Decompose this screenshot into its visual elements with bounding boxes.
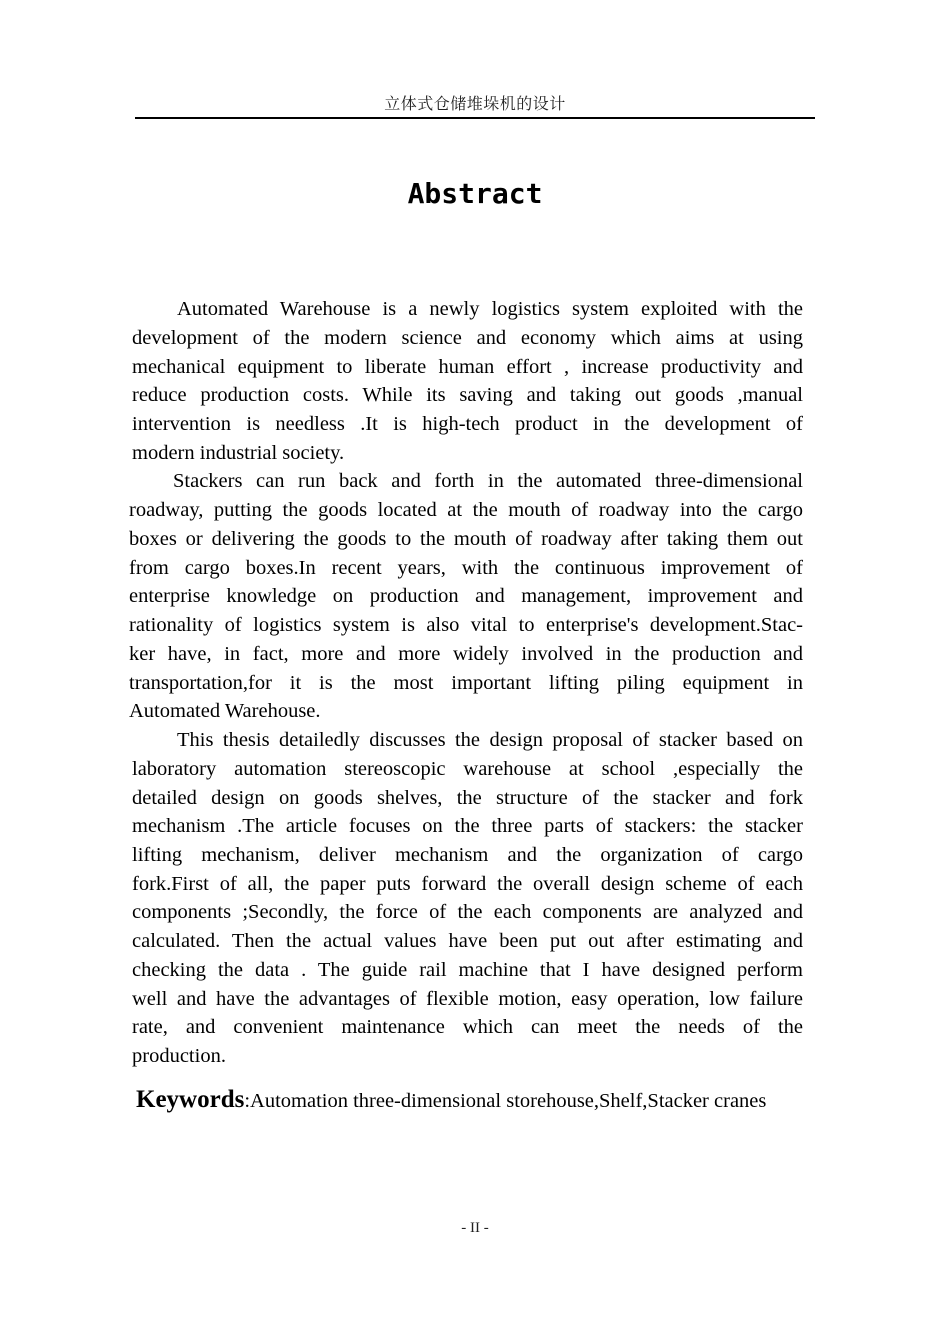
page-number: - II - bbox=[461, 1220, 489, 1236]
text-line: laboratory automation stereoscopic warehouse at school ,especially the bbox=[132, 758, 803, 780]
text-line: fork.First of all, the paper puts forward the overall design scheme of each bbox=[132, 873, 803, 895]
text-line: Automated Warehouse. bbox=[129, 700, 321, 722]
keywords-separator: : bbox=[244, 1090, 251, 1112]
text-line: well and have the advantages of flexible motion, easy operation, low failure bbox=[132, 988, 803, 1010]
text-line: enterprise knowledge on production and management, improvement and bbox=[129, 585, 803, 607]
text-line: Automated Warehouse is a newly logistics system exploited with the bbox=[177, 298, 803, 320]
text-line: checking the data . The guide rail machine that I have designed perform bbox=[132, 959, 803, 981]
text-line: This thesis detailedly discusses the design proposal of stacker based on bbox=[177, 729, 803, 751]
text-line: boxes or delivering the goods to the mouth of roadway after taking them out bbox=[129, 528, 803, 550]
running-header: 立体式仓储堆垛机的设计 bbox=[384, 94, 566, 113]
keywords-value: Automation three-dimensional storehouse,Shelf,Stacker cranes bbox=[250, 1090, 767, 1112]
text-line: rationality of logistics system is also vital to enterprise's development.Stac- bbox=[129, 614, 803, 636]
text-line: reduce production costs. While its saving and taking out goods ,manual bbox=[132, 384, 803, 406]
text-line: components ;Secondly, the force of the each components are analyzed and bbox=[132, 901, 803, 923]
keywords-line bbox=[136, 1084, 816, 1116]
text-line: roadway, putting the goods located at the mouth of roadway into the cargo bbox=[129, 499, 803, 521]
text-line: mechanism .The article focuses on the three parts of stackers: the stacker bbox=[132, 815, 803, 837]
text-line: detailed design on goods shelves, the structure of the stacker and fork bbox=[132, 787, 803, 809]
text-line: intervention is needless .It is high-tech product in the development of bbox=[132, 413, 803, 435]
abstract-title: Abstract bbox=[407, 177, 543, 210]
header-rule bbox=[135, 117, 815, 119]
text-line: from cargo boxes.In recent years, with the continuous improvement of bbox=[129, 557, 803, 579]
text-line: ker have, in fact, more and more widely involved in the production and bbox=[129, 643, 803, 665]
text-line: lifting mechanism, deliver mechanism and the organization of cargo bbox=[132, 844, 803, 866]
text-line: development of the modern science and economy which aims at using bbox=[132, 327, 803, 349]
text-line: Stackers can run back and forth in the automated three-dimensional bbox=[173, 470, 803, 492]
text-line: production. bbox=[132, 1045, 226, 1067]
text-line: transportation,for it is the most important lifting piling equipment in bbox=[129, 672, 803, 694]
text-line: mechanical equipment to liberate human effort , increase productivity and bbox=[132, 356, 803, 378]
text-line: calculated. Then the actual values have been put out after estimating and bbox=[132, 930, 803, 952]
text-line: rate, and convenient maintenance which can meet the needs of the bbox=[132, 1016, 803, 1038]
keywords-label: Keywords bbox=[136, 1086, 245, 1113]
text-line: modern industrial society. bbox=[132, 442, 345, 464]
